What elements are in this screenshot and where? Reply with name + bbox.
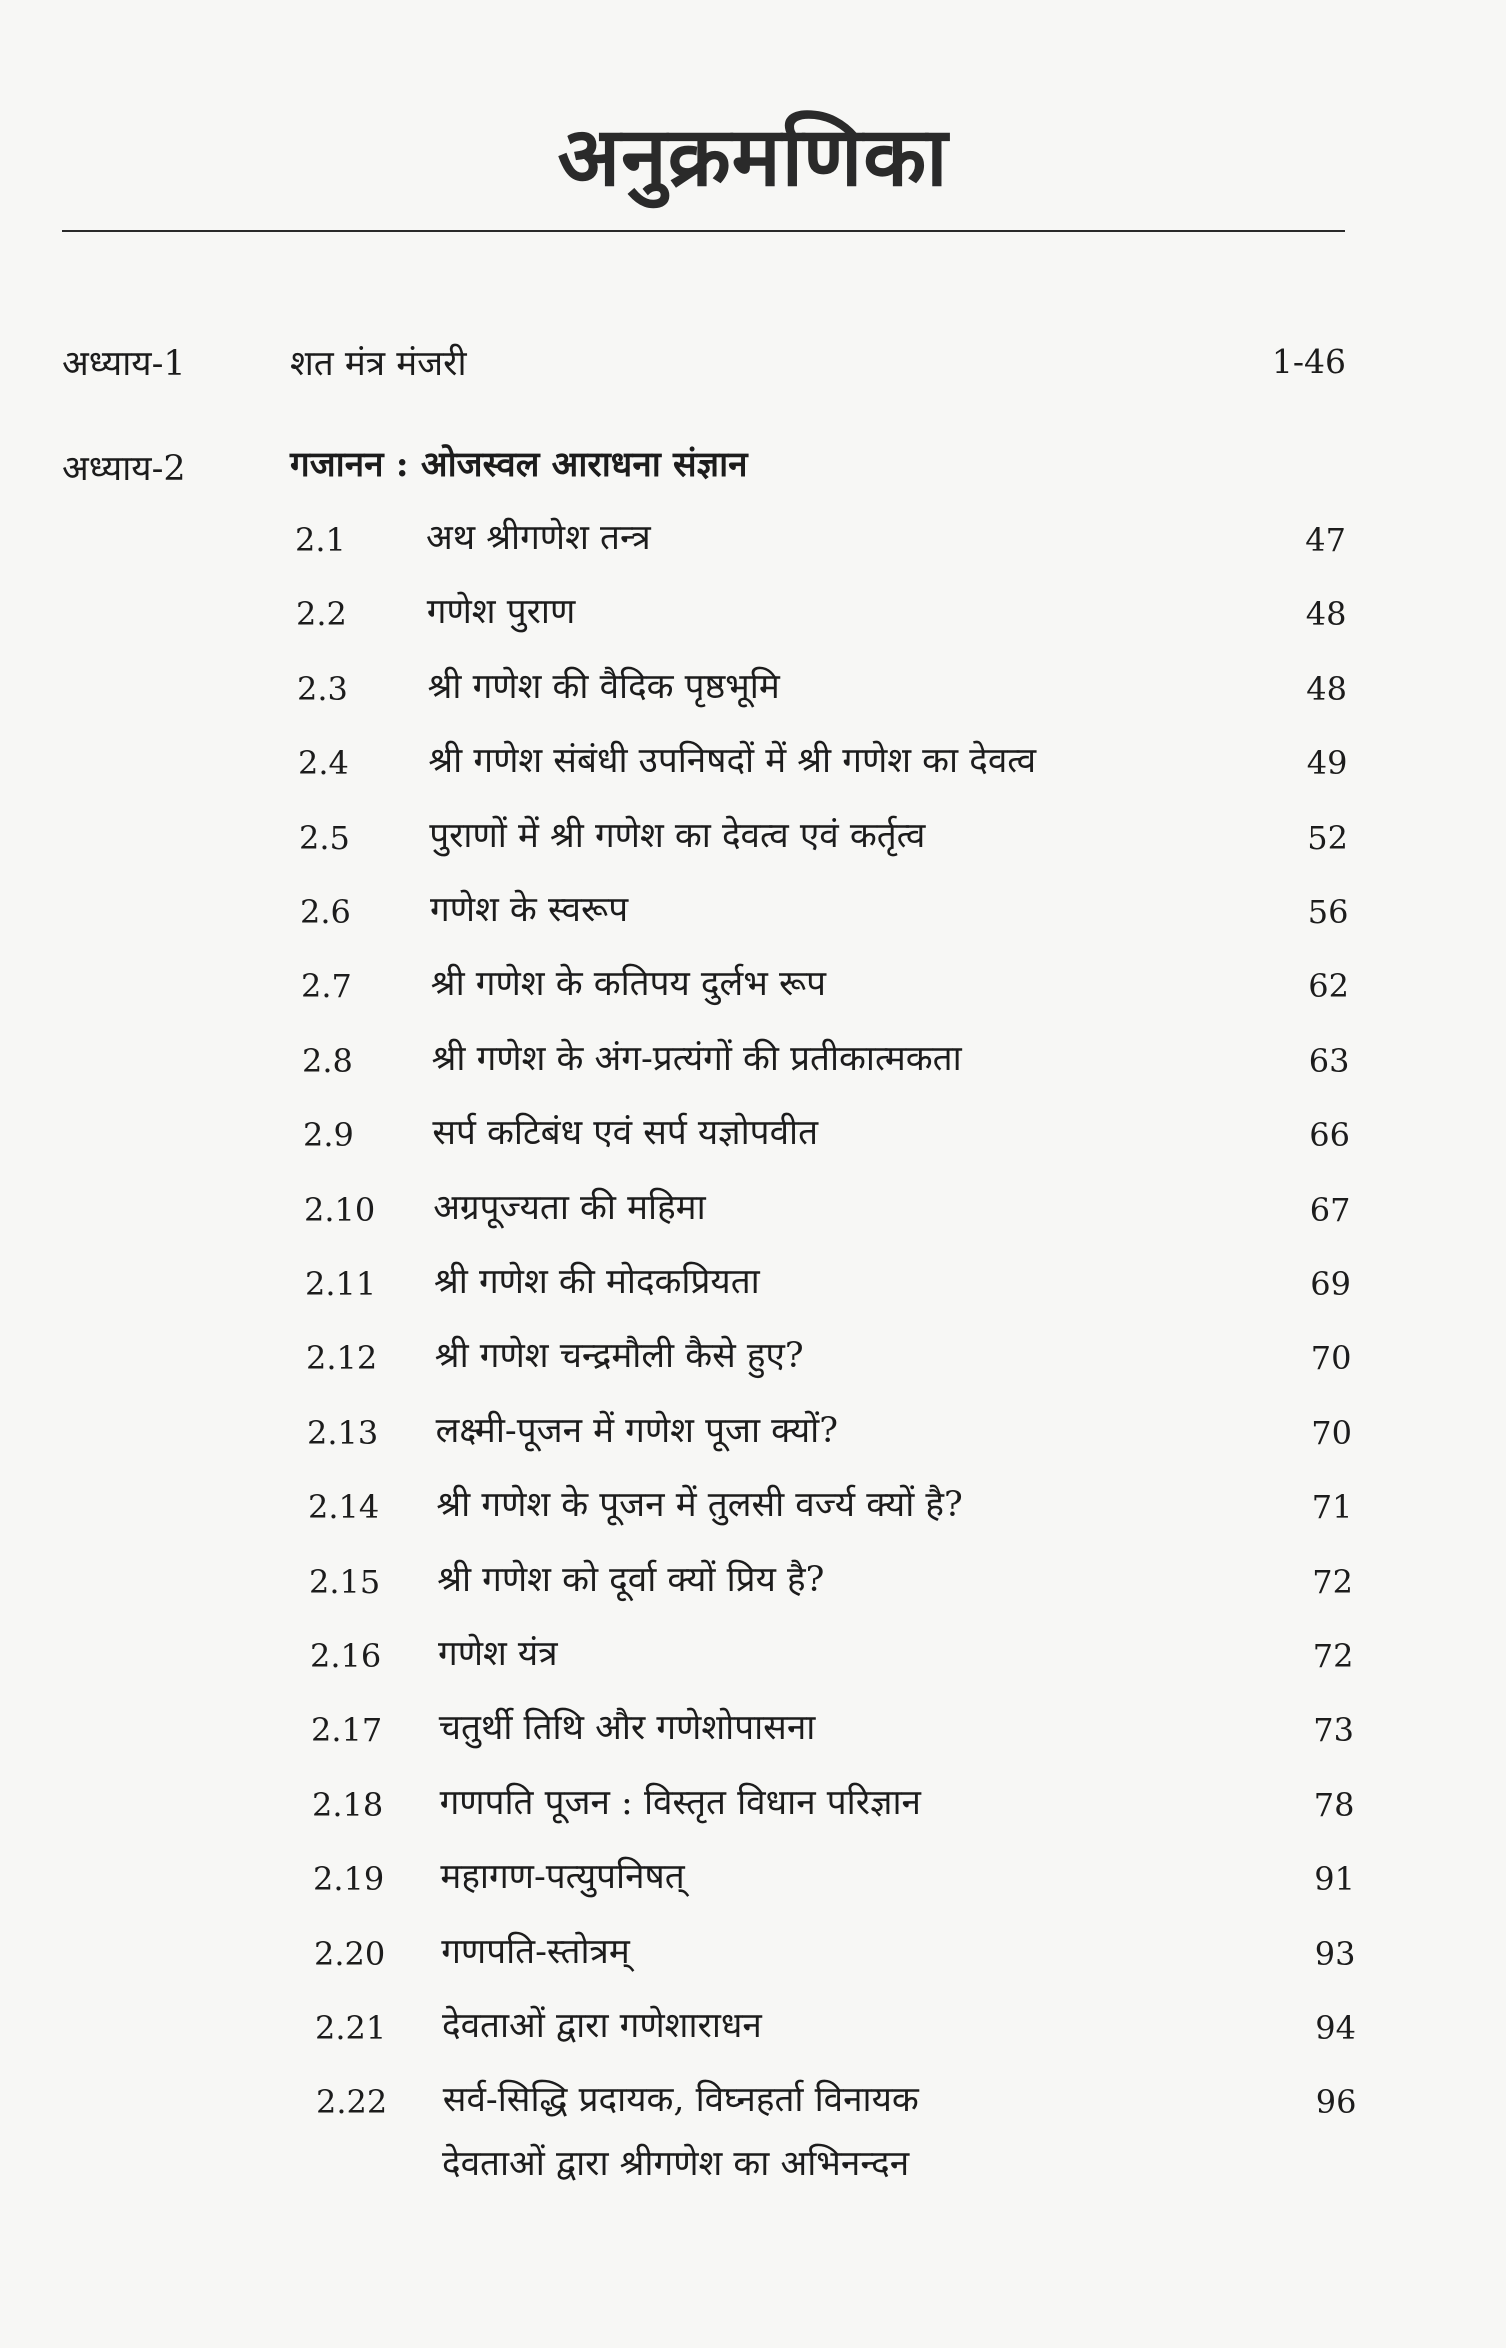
toc-entry-page: 56 xyxy=(1307,893,1349,931)
chapter-1-title: शत मंत्र मंजरी xyxy=(290,344,467,384)
toc-entry-page: 66 xyxy=(1309,1116,1350,1155)
toc-entry-title: सर्प कटिबंध एवं सर्प यज्ञोपवीत xyxy=(432,1113,819,1154)
chapter-2-title: गजानन : ओजस्वल आराधना संज्ञान xyxy=(290,444,748,485)
toc-entry-page: 48 xyxy=(1306,669,1347,708)
toc-entry-page: 93 xyxy=(1314,1934,1356,1973)
toc-entry-number: 2.8 xyxy=(302,1041,353,1080)
toc-entry-title: गणेश पुराण xyxy=(426,592,576,633)
toc-entry-page: 63 xyxy=(1308,1041,1350,1080)
toc-entry-title: अग्रपूज्यता की महिमा xyxy=(433,1187,706,1228)
toc-entry-page: 47 xyxy=(1305,521,1346,559)
toc-entry-number: 2.20 xyxy=(314,1934,386,1973)
toc-entry-number: 2.4 xyxy=(298,744,349,783)
toc-entry-number: 2.2 xyxy=(296,595,347,634)
toc-entry-page: 72 xyxy=(1312,1562,1353,1601)
toc-entry-title: गणेश के स्वरूप xyxy=(430,890,629,930)
toc-entry-number: 2.10 xyxy=(304,1190,376,1229)
toc-entry-title: श्री गणेश के अंग-प्रत्यंगों की प्रतीकात्मकता xyxy=(431,1038,962,1079)
toc-entry-page: 70 xyxy=(1310,1339,1352,1378)
toc-entry-number: 2.9 xyxy=(303,1116,354,1155)
toc-entry-number: 2.17 xyxy=(311,1711,383,1750)
toc-entry-number: 2.3 xyxy=(297,669,348,708)
toc-entry-page: 62 xyxy=(1308,967,1349,1006)
toc-entry-page: 71 xyxy=(1311,1488,1353,1527)
toc-entry-title: महागण-पत्युपनिषत् xyxy=(440,1857,685,1898)
toc-entry-title: श्री गणेश को दूर्वा क्यों प्रिय है? xyxy=(437,1559,825,1600)
toc-entry-title: श्री गणेश की मोदकप्रियता xyxy=(434,1262,760,1302)
toc-entry-number: 2.11 xyxy=(305,1265,377,1303)
toc-entry-page: 70 xyxy=(1311,1413,1352,1452)
toc-entry-number: 2.19 xyxy=(313,1860,385,1899)
toc-entry-page: 49 xyxy=(1306,744,1348,783)
toc-entry-title: पुराणों में श्री गणेश का देवत्व एवं कर्तृत्व xyxy=(429,815,926,856)
chapter-1-page: 1-46 xyxy=(1271,342,1346,381)
toc-entry-title: सर्व-सिद्धि प्रदायक, विघ्नहर्ता विनायक xyxy=(442,2080,919,2121)
toc-entry-number: 2.6 xyxy=(300,893,351,931)
toc-entry-page: 48 xyxy=(1305,595,1347,634)
toc-entry-page: 91 xyxy=(1314,1860,1355,1899)
toc-entry-title: लक्ष्मी-पूजन में गणेश पूजा क्यों? xyxy=(435,1410,839,1451)
toc-entry-number: 2.12 xyxy=(306,1339,378,1378)
toc-entry-title: देवताओं द्वारा गणेशाराधन xyxy=(442,2006,762,2046)
toc-entry-title: गणेश यंत्र xyxy=(438,1634,558,1674)
toc-entry-page: 73 xyxy=(1313,1711,1354,1750)
toc-entry-title: चतुर्थी तिथि और गणेशोपासना xyxy=(438,1708,816,1749)
chapter-1-label: अध्याय-1 xyxy=(62,344,186,384)
toc-entry-title: गणपति-स्तोत्रम् xyxy=(441,1931,630,1972)
toc-entry-page: 94 xyxy=(1315,2009,1356,2047)
toc-entry-page: 52 xyxy=(1307,818,1348,857)
toc-entry-number: 2.13 xyxy=(307,1413,379,1452)
entry-2-22-continuation: देवताओं द्वारा श्रीगणेश का अभिनन्दन xyxy=(442,2144,910,2184)
toc-entry-title: अथ श्रीगणेश तन्त्र xyxy=(426,518,651,558)
toc-entry-page: 96 xyxy=(1315,2083,1357,2122)
toc-entry-title: श्री गणेश चन्द्रमौली कैसे हुए? xyxy=(434,1336,804,1377)
chapter-2-label: अध्याय-2 xyxy=(62,449,186,489)
toc-entry-number: 2.21 xyxy=(315,2009,387,2047)
toc-entry-number: 2.18 xyxy=(312,1785,384,1824)
title-rule xyxy=(62,230,1345,232)
toc-entry-page: 67 xyxy=(1309,1190,1351,1229)
toc-entry-title: श्री गणेश की वैदिक पृष्ठभूमि xyxy=(427,666,780,707)
toc-entry-title: श्री गणेश के कतिपय दुर्लभ रूप xyxy=(430,964,827,1005)
toc-entry-number: 2.15 xyxy=(309,1562,381,1601)
toc-entry-number: 2.14 xyxy=(308,1488,380,1527)
toc-entry-title: गणपति पूजन : विस्तृत विधान परिज्ञान xyxy=(439,1782,921,1823)
toc-entry-number: 2.1 xyxy=(295,521,346,559)
toc-entry-page: 78 xyxy=(1313,1785,1355,1824)
toc-entry-number: 2.7 xyxy=(301,967,352,1006)
toc-entry-title: श्री गणेश संबंधी उपनिषदों में श्री गणेश का देवत्व xyxy=(428,741,1037,782)
toc-entry-page: 72 xyxy=(1312,1637,1354,1675)
toc-entry-page: 69 xyxy=(1310,1265,1351,1303)
page-title: अनुक्रमणिका xyxy=(557,110,949,205)
toc-entry-title: श्री गणेश के पूजन में तुलसी वर्ज्य क्यों है? xyxy=(436,1485,963,1526)
toc-entry-number: 2.22 xyxy=(316,2083,388,2122)
toc-entry-number: 2.16 xyxy=(310,1637,382,1675)
toc-entry-number: 2.5 xyxy=(299,818,350,857)
